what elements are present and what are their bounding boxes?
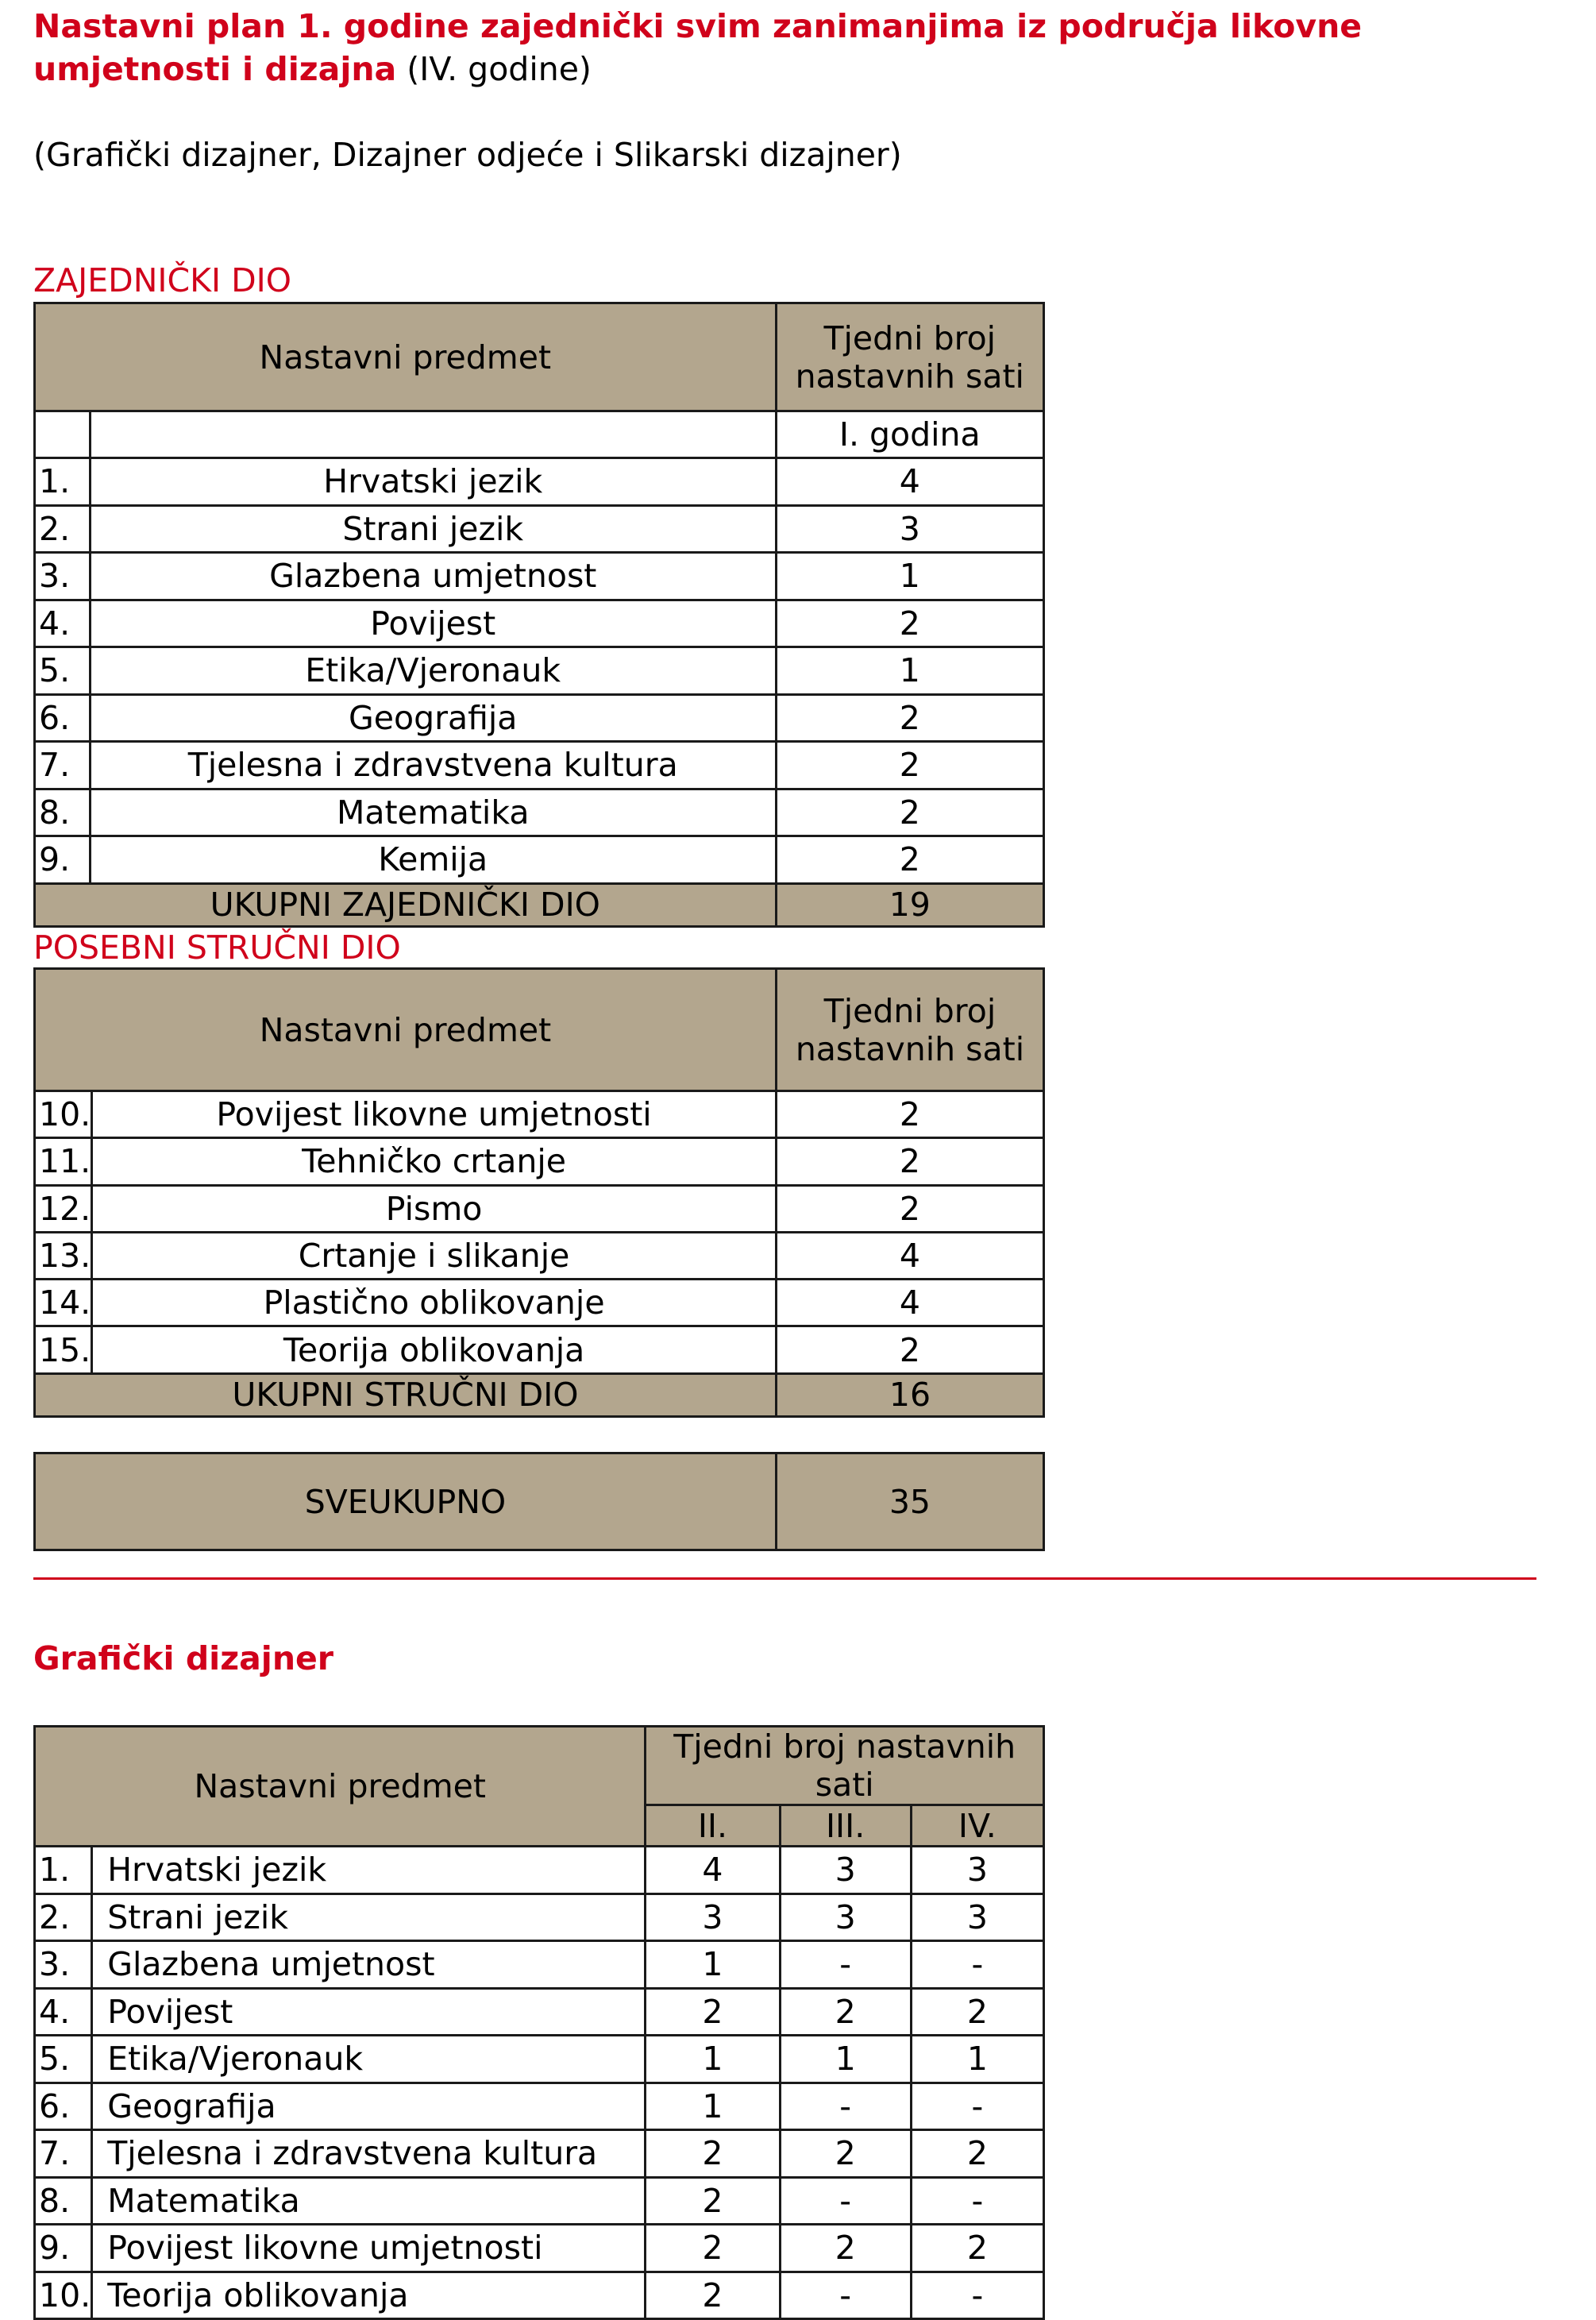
table-header-row xyxy=(35,303,1044,411)
table-graficki xyxy=(33,1725,1045,2320)
subject-name: Hrvatski jezik xyxy=(90,458,776,506)
title-bold: Nastavni plan 1. godine zajednički svim zanimanjima iz područja likovne umjetnosti i dizajna xyxy=(33,7,1363,88)
table-row xyxy=(35,1232,1044,1279)
subject-name: Matematika xyxy=(90,789,776,836)
table-sveukupno xyxy=(33,1452,1045,1551)
hours-value: 2 xyxy=(911,2130,1043,2178)
year-header: IV. xyxy=(911,1805,1043,1847)
row-number: 10. xyxy=(35,1091,92,1138)
row-number: 5. xyxy=(35,647,91,695)
hours-value: 2 xyxy=(776,1326,1043,1373)
hours-value: 4 xyxy=(646,1847,780,1894)
hours-value: 1 xyxy=(646,2036,780,2083)
total-row xyxy=(35,1373,1044,1416)
hours-value: - xyxy=(911,2083,1043,2130)
row-number: 8. xyxy=(35,789,91,836)
row-number: 6. xyxy=(35,694,91,742)
table-row xyxy=(35,742,1044,789)
section-heading-graficki: Grafički dizajner xyxy=(33,1639,334,1677)
subject-name: Geografija xyxy=(92,2083,646,2130)
year-header: II. xyxy=(646,1805,780,1847)
subject-name: Teorija oblikovanja xyxy=(92,2272,646,2319)
hours-value: - xyxy=(780,2177,911,2225)
hours-value: 1 xyxy=(776,553,1043,600)
hours-value: - xyxy=(780,1941,911,1989)
subject-name: Kemija xyxy=(90,836,776,884)
hours-value: 2 xyxy=(646,1988,780,2036)
table-row xyxy=(35,789,1044,836)
row-number: 9. xyxy=(35,2225,92,2272)
row-number: 8. xyxy=(35,2177,92,2225)
total-label: UKUPNI STRUČNI DIO xyxy=(35,1373,777,1416)
row-number: 12. xyxy=(35,1185,92,1232)
hours-value: 1 xyxy=(780,2036,911,2083)
table-row xyxy=(35,1326,1044,1373)
subject-name: Pismo xyxy=(92,1185,777,1232)
table-row xyxy=(35,1185,1044,1232)
subject-name: Povijest likovne umjetnosti xyxy=(92,1091,777,1138)
table-row xyxy=(35,458,1044,506)
table-row xyxy=(35,600,1044,647)
col-header-subject: Nastavni predmet xyxy=(35,969,777,1091)
table-row xyxy=(35,2036,1044,2083)
subject-name: Povijest xyxy=(92,1988,646,2036)
total-value: 16 xyxy=(776,1373,1043,1416)
subject-name: Etika/Vjeronauk xyxy=(92,2036,646,2083)
subject-name: Tehničko crtanje xyxy=(92,1138,777,1185)
row-number: 7. xyxy=(35,2130,92,2178)
section-divider xyxy=(33,1577,1536,1580)
empty-cell xyxy=(35,411,91,458)
table-header-row xyxy=(35,969,1044,1091)
hours-value: 1 xyxy=(776,647,1043,695)
subject-name: Povijest likovne umjetnosti xyxy=(92,2225,646,2272)
document-title xyxy=(33,5,1542,91)
hours-value: 4 xyxy=(776,1280,1043,1326)
col-header-hours: Tjedni broj nastavnih sati xyxy=(776,303,1043,411)
subject-name: Etika/Vjeronauk xyxy=(90,647,776,695)
year-row xyxy=(35,411,1044,458)
year-label: I. godina xyxy=(776,411,1043,458)
hours-value: 2 xyxy=(780,2130,911,2178)
grand-total-row xyxy=(35,1453,1044,1550)
subject-name: Glazbena umjetnost xyxy=(92,1941,646,1989)
table-row xyxy=(35,2130,1044,2178)
grand-total-label: SVEUKUPNO xyxy=(35,1453,777,1550)
row-number: 1. xyxy=(35,1847,92,1894)
table-row xyxy=(35,1091,1044,1138)
hours-value: - xyxy=(780,2272,911,2319)
row-number: 14. xyxy=(35,1280,92,1326)
document-subtitle: (Grafički dizajner, Dizajner odjeće i Slikarski dizajner) xyxy=(33,136,902,174)
hours-value: 2 xyxy=(911,2225,1043,2272)
hours-value: - xyxy=(780,2083,911,2130)
hours-value: 4 xyxy=(776,458,1043,506)
table-row xyxy=(35,836,1044,884)
table-row xyxy=(35,1280,1044,1326)
hours-value: 2 xyxy=(776,1185,1043,1232)
hours-value: 2 xyxy=(776,1138,1043,1185)
subject-name: Hrvatski jezik xyxy=(92,1847,646,1894)
table-row xyxy=(35,2083,1044,2130)
year-header: III. xyxy=(780,1805,911,1847)
hours-value: 1 xyxy=(646,2083,780,2130)
grand-total-value: 35 xyxy=(776,1453,1043,1550)
hours-value: 2 xyxy=(646,2225,780,2272)
row-number: 13. xyxy=(35,1232,92,1279)
table-row xyxy=(35,2225,1044,2272)
row-number: 9. xyxy=(35,836,91,884)
row-number: 11. xyxy=(35,1138,92,1185)
total-value: 19 xyxy=(776,883,1043,926)
col-header-subject: Nastavni predmet xyxy=(35,1727,646,1847)
hours-value: 4 xyxy=(776,1232,1043,1279)
row-number: 7. xyxy=(35,742,91,789)
hours-value: 3 xyxy=(646,1893,780,1941)
hours-value: 3 xyxy=(780,1847,911,1894)
row-number: 2. xyxy=(35,505,91,553)
hours-value: 2 xyxy=(646,2177,780,2225)
col-header-hours: Tjedni broj nastavnih sati xyxy=(776,969,1043,1091)
hours-value: 2 xyxy=(911,1988,1043,2036)
table-row xyxy=(35,553,1044,600)
table-row xyxy=(35,1138,1044,1185)
row-number: 4. xyxy=(35,600,91,647)
table-row xyxy=(35,647,1044,695)
hours-value: 2 xyxy=(646,2272,780,2319)
empty-cell xyxy=(90,411,776,458)
row-number: 1. xyxy=(35,458,91,506)
table-row xyxy=(35,1988,1044,2036)
row-number: 4. xyxy=(35,1988,92,2036)
hours-value: 2 xyxy=(776,742,1043,789)
table-row xyxy=(35,505,1044,553)
hours-value: - xyxy=(911,2272,1043,2319)
hours-value: 2 xyxy=(780,1988,911,2036)
table-row xyxy=(35,694,1044,742)
hours-value: 3 xyxy=(911,1893,1043,1941)
table-row xyxy=(35,2177,1044,2225)
subject-name: Teorija oblikovanja xyxy=(92,1326,777,1373)
hours-value: 2 xyxy=(646,2130,780,2178)
subject-name: Strani jezik xyxy=(92,1893,646,1941)
hours-value: 2 xyxy=(776,1091,1043,1138)
subject-name: Povijest xyxy=(90,600,776,647)
hours-value: 2 xyxy=(776,694,1043,742)
subject-name: Tjelesna i zdravstvena kultura xyxy=(92,2130,646,2178)
row-number: 2. xyxy=(35,1893,92,1941)
hours-value: 3 xyxy=(911,1847,1043,1894)
table-header-row xyxy=(35,1727,1044,1805)
subject-name: Strani jezik xyxy=(90,505,776,553)
table-row xyxy=(35,1847,1044,1894)
row-number: 3. xyxy=(35,1941,92,1989)
col-header-subject: Nastavni predmet xyxy=(35,303,777,411)
subject-name: Glazbena umjetnost xyxy=(90,553,776,600)
subject-name: Matematika xyxy=(92,2177,646,2225)
hours-value: 3 xyxy=(776,505,1043,553)
subject-name: Crtanje i slikanje xyxy=(92,1232,777,1279)
table-row xyxy=(35,1941,1044,1989)
title-rest: (IV. godine) xyxy=(396,50,592,88)
hours-value: 1 xyxy=(646,1941,780,1989)
hours-value: 3 xyxy=(780,1893,911,1941)
hours-value: - xyxy=(911,1941,1043,1989)
hours-value: 2 xyxy=(780,2225,911,2272)
total-label: UKUPNI ZAJEDNIČKI DIO xyxy=(35,883,777,926)
row-number: 6. xyxy=(35,2083,92,2130)
section-heading-zajednicki: ZAJEDNIČKI DIO xyxy=(33,261,292,299)
row-number: 5. xyxy=(35,2036,92,2083)
col-header-hours: Tjedni broj nastavnih sati xyxy=(646,1727,1044,1805)
subject-name: Plastično oblikovanje xyxy=(92,1280,777,1326)
hours-value: 2 xyxy=(776,836,1043,884)
hours-value: 2 xyxy=(776,789,1043,836)
table-zajednicki xyxy=(33,302,1045,928)
subject-name: Geografija xyxy=(90,694,776,742)
row-number: 10. xyxy=(35,2272,92,2319)
total-row xyxy=(35,883,1044,926)
row-number: 3. xyxy=(35,553,91,600)
hours-value: 2 xyxy=(776,600,1043,647)
table-row xyxy=(35,2272,1044,2319)
table-strucni xyxy=(33,967,1045,1418)
hours-value: 1 xyxy=(911,2036,1043,2083)
hours-value: - xyxy=(911,2177,1043,2225)
table-row xyxy=(35,1893,1044,1941)
row-number: 15. xyxy=(35,1326,92,1373)
section-heading-strucni: POSEBNI STRUČNI DIO xyxy=(33,928,401,967)
subject-name: Tjelesna i zdravstvena kultura xyxy=(90,742,776,789)
